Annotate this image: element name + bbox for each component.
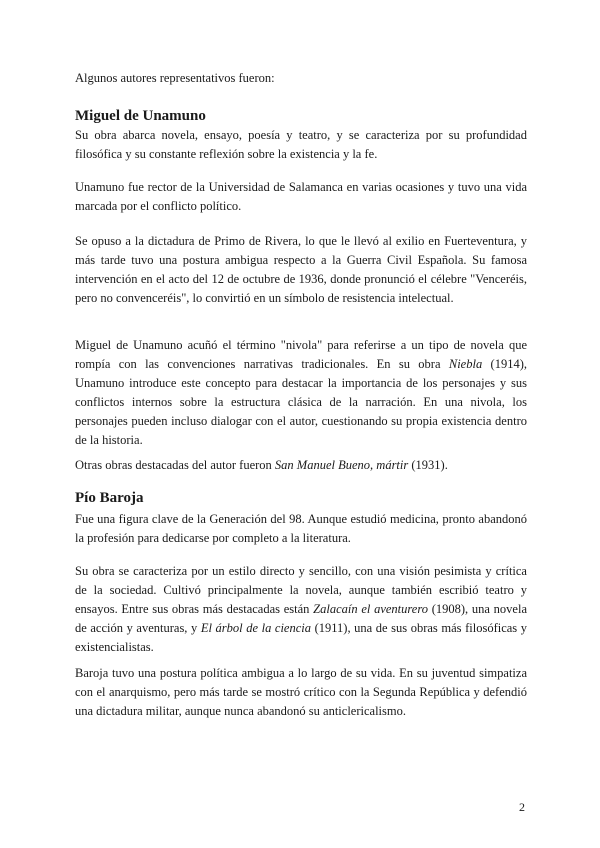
san-manuel-title: San Manuel Bueno, mártir [274,458,409,472]
baroja-paragraph-2 [75,562,527,657]
heading-unamuno: Miguel de Unamuno [75,108,206,124]
baroja-paragraph-1: Fue una figura clave de la Generación del 98. Aunque estudió medicina, pronto abandonó la profesión para dedicarse por completo a la literatura. [75,512,527,545]
unamuno-p5-text-a: Otras obras destacadas del autor fueron [75,458,275,472]
unamuno-paragraph-4 [75,336,527,450]
unamuno-p4-text-a: Miguel de Unamuno acuñó el término "nivola" para referirse a un tipo de novela que rompía con las convenciones narrativas tradicionales. En su obra [75,338,527,371]
niebla-title: Niebla [448,357,483,371]
unamuno-paragraph-3: Se opuso a la dictadura de Primo de Rivera, lo que le llevó al exilio en Fuerteventura, y más tarde tuvo una postura ambigua respecto a la Guerra Civil Española. Su famosa intervención en el acto del 12 de octubre de 1936, donde pronunció el célebre "Venceréis, pero no convenceréis", lo convirtió en un símbolo de resistencia intelectual. [75,234,527,305]
unamuno-p5-text-b: (1931). [408,458,448,472]
unamuno-paragraph-1: Su obra abarca novela, ensayo, poesía y teatro, y se caracteriza por su profundidad filosófica y su constante reflexión sobre la existencia y la fe. [75,128,527,161]
baroja-p2-text-c: (1911), una de sus obras más filosóficas y existencialistas. [75,621,528,654]
unamuno-p4-text-b: (1914), Unamuno introduce este concepto para destacar la importancia de los personajes y sus conflictos internos sobre la estructura clásica de la narración. En una nivola, los personajes pueden incluso dialogar con el autor, cuestionando su propia existencia dentro de la historia. [75,357,527,447]
unamuno-paragraph-2: Unamuno fue rector de la Universidad de Salamanca en varias ocasiones y tuvo una vida marcada por el conflicto político. [75,180,527,213]
baroja-p2-text-b: (1908), una novela de acción y aventuras, y [75,602,527,635]
baroja-paragraph-3: Baroja tuvo una postura política ambigua a lo largo de su vida. En su juventud simpatiza con el anarquismo, pero más tarde se mostró crítico con la Segunda República y defendió una dictadura militar, aunque nunca abandonó su anticlericalismo. [75,666,527,718]
arbol-ciencia-title: El árbol de la ciencia [200,621,311,635]
intro-text: Algunos autores representativos fueron: [75,71,275,85]
page-number: 2 [519,800,525,814]
heading-baroja: Pío Baroja [75,490,144,506]
zalacain-title: Zalacaín el aventurero [313,602,428,616]
baroja-p2-text-a: Su obra se caracteriza por un estilo directo y sencillo, con una visión pesimista y crítica de la sociedad. Cultivó principalmente la novela, aunque también escribió teatro y ensayos. Entre sus obras más destacadas están [75,564,527,616]
unamuno-paragraph-5 [75,456,527,475]
